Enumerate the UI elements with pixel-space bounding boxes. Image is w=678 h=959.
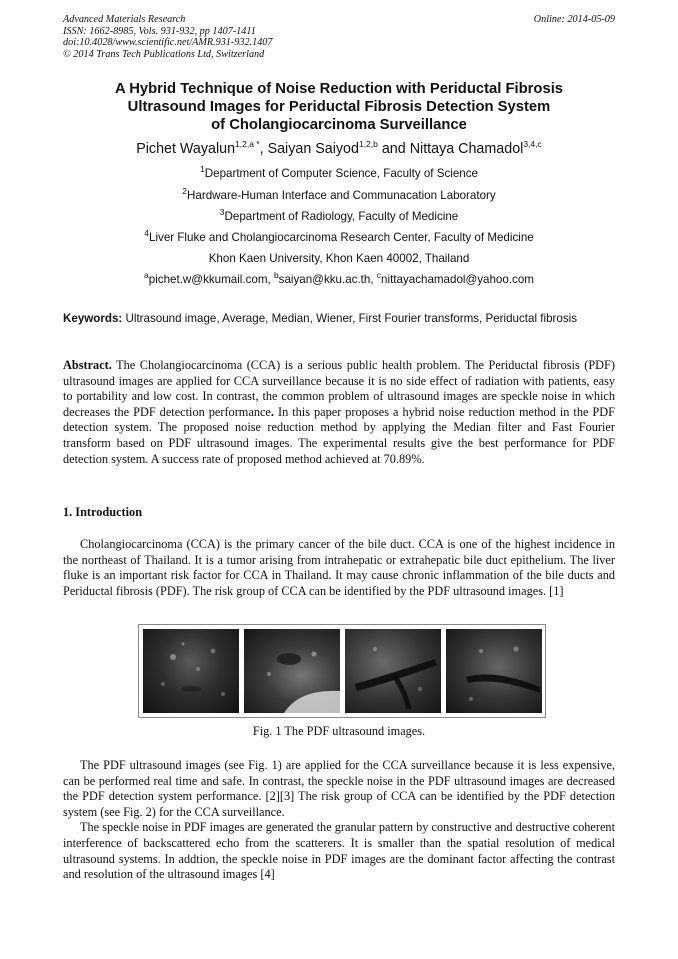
affiliation-text: Department of Radiology, Faculty of Medicine: [224, 210, 459, 223]
email-marker: b: [273, 270, 279, 281]
title-line-2: Ultrasound Images for Periductal Fibrosis Detection System: [127, 99, 551, 115]
abstract-label: Abstract.: [63, 358, 112, 372]
author-superscript: 1,2,a *: [235, 139, 260, 150]
affiliation-marker: 2: [182, 186, 188, 197]
title-line-3: of Cholangiocarcinoma Surveillance: [211, 117, 467, 133]
journal-header: [63, 14, 272, 60]
abstract-bold-period: .: [270, 404, 274, 419]
affiliation-text: Hardware-Human Interface and Communacation Laboratory: [187, 189, 496, 202]
affiliation: [20, 186, 658, 202]
author-name: Pichet Wayalun: [136, 141, 236, 157]
ultrasound-texture: [143, 629, 239, 713]
author-separator: and: [377, 141, 410, 157]
affiliation-marker: 3: [219, 207, 225, 218]
email-link[interactable]: saiyan@kku.ac.th,: [278, 273, 377, 286]
ultrasound-texture: [244, 629, 340, 713]
ultrasound-image-3: [345, 629, 441, 713]
ultrasound-texture: [446, 629, 542, 713]
author-name: Saiyan Saiyod: [267, 141, 359, 157]
author-superscript: 1,2,b: [358, 139, 378, 150]
ultrasound-image-4: [446, 629, 542, 713]
abstract: [63, 358, 615, 467]
keywords: [63, 311, 615, 326]
affiliation-text: Department of Computer Science, Faculty of Science: [204, 167, 478, 180]
author-superscript: 3,4,c: [523, 139, 542, 150]
copyright: © 2014 Trans Tech Publications Ltd, Switzerland: [63, 48, 265, 60]
issn: ISSN: 1662-8985, Vols. 931-932, pp 1407-1411: [63, 25, 256, 37]
affiliation-text: Khon Kaen University, Khon Kaen 40002, Thailand: [208, 252, 470, 265]
affiliation-text: Liver Fluke and Cholangiocarcinoma Research Center, Faculty of Medicine: [149, 231, 534, 244]
paragraph-text: The PDF ultrasound images (see Fig. 1) are applied for the CCA surveillance because it is less expensive, can be performed real time and safe. In contrast, the speckle noise in the PDF ultrasound images are decreased the PDF detection system performance. [2][3] The risk group of CCA can be identified by the PDF detection system (see Fig. 2) for the CCA surveillance.: [63, 758, 615, 819]
paper-title: [40, 80, 638, 134]
affiliation-marker: 4: [144, 228, 149, 239]
email-marker: c: [376, 270, 382, 281]
email-link[interactable]: pichet.w@kkumail.com,: [148, 273, 274, 286]
keywords-text: Ultrasound image, Average, Median, Wiener, First Fourier transforms, Periductal fibrosis: [125, 312, 577, 325]
paragraph-text: The speckle noise in PDF images are generated the granular pattern by constructive and destructive coherent interference of backscattered echo from the scatterers. It is smaller than the spatial resolution of medical ultrasound systems. In addtion, the speckle noise in PDF images are the dominant factor affecting the contrast and resolution of the ultrasound images [4]: [63, 820, 615, 882]
email-link[interactable]: nittayachamadol@yahoo.com: [381, 273, 534, 286]
affiliation: [20, 228, 658, 244]
author-name: Nittaya Chamadol: [409, 141, 524, 157]
journal-name: Advanced Materials Research: [63, 14, 186, 25]
email-marker: a: [144, 270, 149, 281]
paragraph-text: Cholangiocarcinoma (CCA) is the primary cancer of the bile duct. CCA is one of the highest incidence in the northeast of Thailand. It is a tumor arising from intrahepatic or extrahepatic bile duct epithelium. The liver fluke is an important risk factor for CCA in Thailand. It may cause chronic inflammation of the bile ducts and Periductal fibrosis (PDF). The risk group of CCA can be identified by the PDF ultrasound images. [1]: [63, 537, 615, 598]
intro-paragraph-1: [63, 537, 615, 599]
figure-1: [138, 624, 546, 718]
intro-paragraph-2: [63, 758, 615, 883]
author-list: [20, 141, 658, 157]
doi: doi:10.4028/www.scientific.net/AMR.931-932.1407: [63, 37, 273, 48]
affiliation: [20, 252, 658, 265]
figure-1-caption: Fig. 1 The PDF ultrasound images.: [252, 724, 426, 738]
ultrasound-image-2: [244, 629, 340, 713]
online-date: Online: 2014-05-09: [533, 14, 615, 25]
affiliation: [20, 164, 658, 180]
ultrasound-image-1: [143, 629, 239, 713]
section-heading: 1. Introduction: [63, 505, 143, 519]
abstract-text: The Cholangiocarcinoma (CCA) is a serious public health problem. The Periductal fibrosis (PDF) ultrasound images are applied for CCA surveillance because it is no side effect of radiation with patients, easy to portability and low cost. In contrast, the common problem of ultrasound images are speckle noise in which decreases the PDF detection performance: [63, 358, 615, 419]
author-emails: [20, 270, 658, 286]
affiliation-marker: 1: [200, 164, 205, 175]
abstract-text-continued: In this paper proposes a hybrid noise reduction method in the PDF detection system. The proposed noise reduction method by applying the Median filter and Fast Fourier transform based on PDF ultrasound images. The experimental results give the best performance for PDF detection system. A success rate of proposed method achieved at 70.89%.: [63, 404, 615, 466]
author-separator: ,: [259, 141, 268, 157]
affiliation: [20, 207, 658, 223]
ultrasound-texture: [345, 629, 441, 713]
keywords-label: Keywords:: [63, 312, 123, 325]
title-line-1: A Hybrid Technique of Noise Reduction with Periductal Fibrosis: [114, 81, 564, 97]
